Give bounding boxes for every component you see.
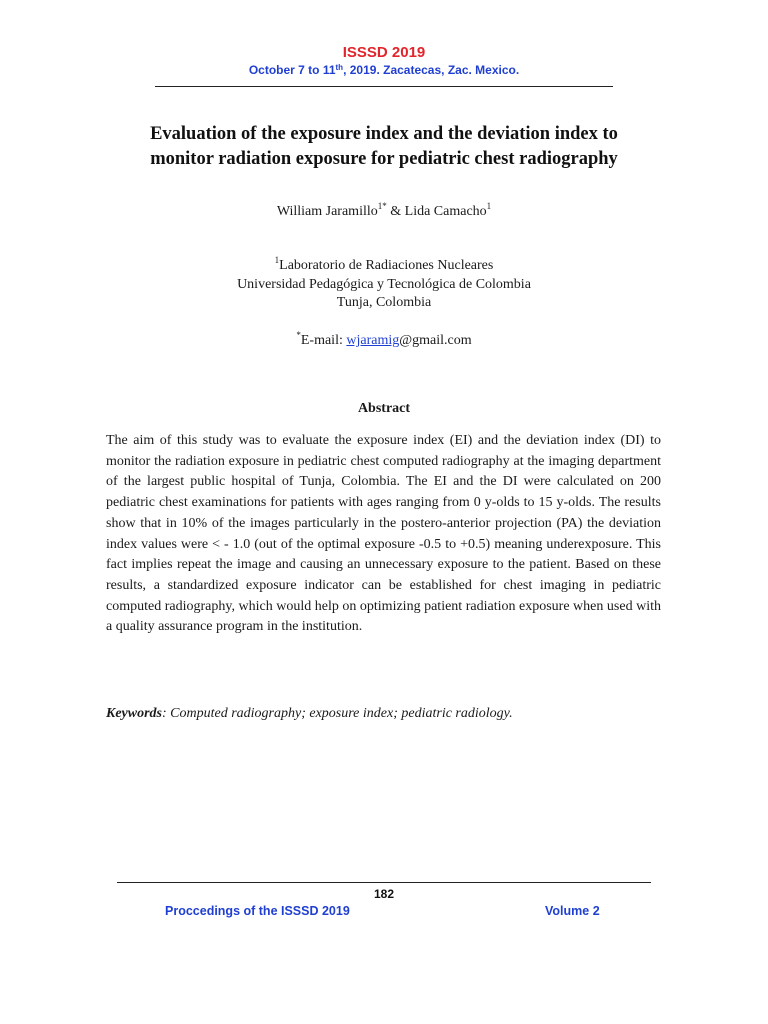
page-number: 182 [373, 887, 395, 901]
affiliation-mark: 1 [274, 255, 280, 265]
keywords [106, 705, 666, 723]
affiliation-lab: Laboratorio de Radiaciones Nucleares [279, 258, 494, 273]
dates-suffix: , 2019. Zacatecas, Zac. Mexico. [343, 63, 520, 77]
affiliation-line-3: Tunja, Colombia [336, 295, 432, 310]
author-2-affiliation-mark: 1 [486, 201, 492, 211]
affiliation-line-2: Universidad Pedagógica y Tecnológica de Colombia [237, 276, 531, 292]
email-domain: @gmail.com [399, 333, 472, 348]
header-rule [155, 86, 613, 87]
keywords-label: Keywords [106, 706, 162, 721]
keywords-text: : Computed radiography; exposure index; pediatric radiology. [162, 706, 513, 721]
affiliation-line-1 [0, 257, 768, 276]
email-mark: * [296, 330, 301, 340]
authors [0, 203, 768, 221]
author-2: Lida Camacho [404, 204, 487, 219]
abstract-body: The aim of this study was to evaluate the exposure index (EI) and the deviation index (DI) to monitor the radiation exposure in pediatric chest computed radiography at the imaging department of the largest public hospital of Tunja, Colombia. The EI and the DI were calculated on 200 pediatric chest examinations for patients with ages ranging from 0 y-olds to 15 y-olds. The results show that in 10% of the images particularly in the postero-anterior projection (PA) the deviation index values were < - 1.0 (out of the optimal exposure -0.5 to +0.5) meaning underexposure. This fact implies repeat the image and causing an unnecessary exposure to the patient. Based on these results, a standardized exposure indicator can be established for chest imaging in pediatric computed radiography, which would help on optimizing patient radiation exposure when used with a quality assurance program in the institution. [106, 433, 661, 635]
abstract-heading: Abstract [357, 401, 411, 416]
email-link[interactable]: wjaramig [346, 333, 400, 348]
title-line-2: monitor radiation exposure for pediatric chest radiography [150, 149, 618, 169]
author-1: William Jaramillo [276, 204, 378, 219]
conference-name: ISSSD 2019 [342, 44, 426, 61]
author-separator: & [386, 204, 405, 219]
author-1-affiliation-mark: 1* [377, 201, 387, 211]
dates-superscript: th [335, 63, 344, 72]
dates-prefix: October 7 to 11 [248, 63, 336, 77]
email-label: E-mail: [300, 333, 347, 348]
volume-label: Volume 2 [545, 904, 600, 918]
affiliation [0, 257, 768, 313]
title-line-1: Evaluation of the exposure index and the deviation index to [150, 124, 618, 144]
conference-dates [0, 62, 768, 78]
proceedings-label: Proccedings of the ISSSD 2019 [165, 904, 350, 918]
paper-title [100, 122, 668, 172]
corresponding-email [0, 332, 768, 350]
footer-rule [117, 882, 651, 883]
